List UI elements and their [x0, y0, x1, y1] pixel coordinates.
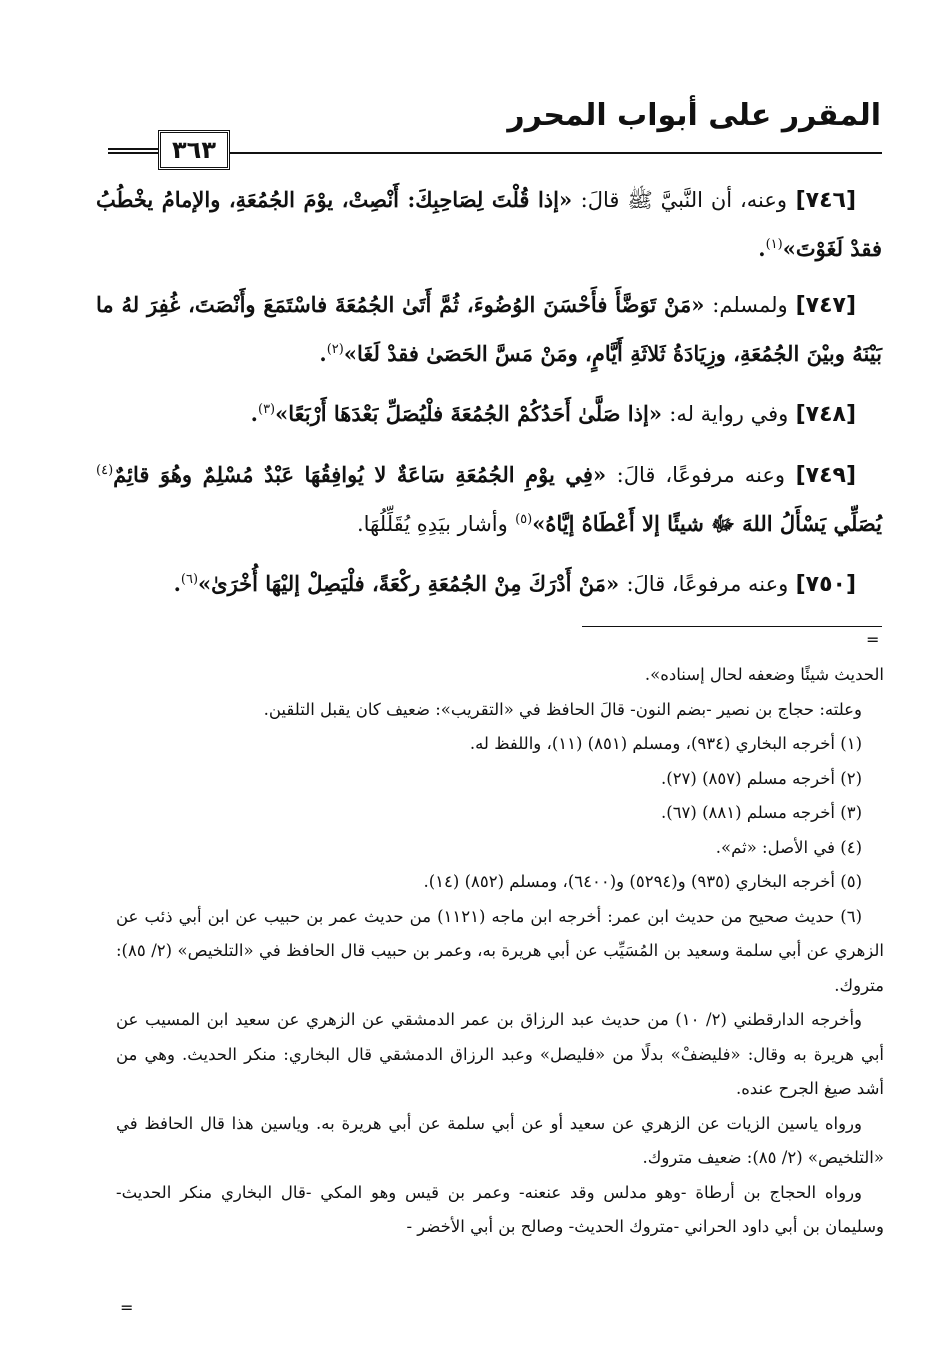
header-rule-left — [108, 148, 160, 150]
footnote-1: (١) أخرجه البخاري (٩٣٤)، ومسلم (٨٥١) (١١)، واللفظ له. — [469, 734, 862, 753]
footnote-separator — [582, 626, 882, 627]
footnote-ref[interactable]: (٤) — [96, 463, 114, 478]
footnote-4: (٤) في الأصل: «ثم». — [715, 837, 862, 857]
hadith-number: [٧٥٠] — [795, 572, 856, 597]
hadith-end: . — [319, 341, 327, 366]
hadith-text: «إذا قُلْتَ لِصَاحِبِكَ: أَنْصِتْ، يوْمَ الجُمُعَةِ، والإمامُ يخْطُبُ فقدْ لَغَوْتَ» — [96, 187, 882, 261]
hadith-end: . — [250, 401, 258, 426]
footnote-ref[interactable]: (١) — [765, 237, 783, 252]
main-text-body — [96, 178, 882, 619]
footnote-2: (٢) أخرجه مسلم (٨٥٧) (٢٧). — [661, 768, 862, 788]
hadith-748 — [96, 388, 882, 437]
hadith-number: [٧٤٨] — [795, 402, 856, 427]
footnote-line: وعلته: حجاج بن نصير -بضم النون- قالَ الحافظ في «التقريب»: ضعيف كان يقبل التلقين. — [263, 699, 862, 719]
hadith-number: [٧٤٩] — [795, 463, 857, 488]
footnote-ref[interactable]: (٥) — [515, 512, 533, 527]
footnote-6: (٦) حديث صحيح من حديث ابن عمر: أخرجه ابن ماجه (١١٢١) من حديث عمر بن حبيب عن ابن أبي ذئب عن الزهري عن أبي سلمة وسعيد بن المُسَيِّب عن أبي هريرة به، وعمر بن حبيب قال الحافظ في «التلخيص» (٢/ ٨٥): متروك. — [116, 906, 884, 995]
footnote-6-para-3: ورواه ياسين الزيات عن الزهري عن سعيد أو عن أبي سلمة عن أبي هريرة به. وياسين هذا قال الحافظ في «التلخيص» (٢/ ٨٥): ضعيف متروك. — [116, 1113, 884, 1167]
hadith-tail: وأشار بيَدِهِ يُقَلِّلُهَا. — [356, 512, 508, 536]
running-header-title: المقرر على أبواب المحرر — [507, 98, 881, 133]
hadith-number: [٧٤٧] — [795, 293, 856, 318]
hadith-749 — [96, 449, 882, 546]
hadith-747 — [96, 283, 882, 376]
hadith-end: . — [173, 571, 181, 596]
hadith-text: «مَنْ تَوَضَّأَ فأَحْسَنَ الوُضُوءَ، ثُمَّ أَتَىٰ الجُمُعَةَ فاسْتَمَعَ وأَنْصَتَ، غُفِرَ لهُ ما بَيْنَهُ وبيْنَ الجُمُعَةِ، وزِيَادَةُ ثَلاثَةِ أَيَّامٍ، ومَنْ مَسَّ الحَصَىٰ فقدْ لَغَا» — [96, 292, 882, 366]
continuation-mark-top: = — [866, 630, 880, 649]
footnote-5: (٥) أخرجه البخاري (٩٣٥) و(٥٢٩٤) و(٦٤٠٠)، ومسلم (٨٥٢) (١٤). — [423, 872, 862, 891]
footnote-line: الحديث شيئًا وضعفه لحال إسناده». — [644, 665, 884, 684]
hadith-text-cont: يُصَلِّي يَسْأَلُ اللهَ ﷻ شيئًا إلا أَعْطَاهُ إيَّاهُ» — [532, 511, 882, 536]
hadith-750 — [96, 558, 882, 607]
hadith-lead: وعنه مرفوعًا، قالَ: — [626, 572, 789, 596]
page-number: ٣٦٣ — [158, 130, 230, 170]
hadith-lead: وعنه، أن النَّبيَّ ﷺ قالَ: — [580, 188, 788, 212]
footnote-6-para-2: وأخرجه الدارقطني (٢/ ١٠) من حديث عبد الرزاق بن عمر الدمشقي عن الزهري عن سعيد ابن المسيب عن أبي هريرة به وقال: «فليضفْ» بدلًا من «فليصل» وعبد الرزاق الدمشقي قال البخاري: منكر الحديث. وهي من أشد صيغ الجرح عنده. — [116, 1010, 884, 1098]
hadith-lead: وعنه مرفوعًا، قالَ: — [616, 463, 786, 487]
hadith-text: «إذا صَلَّىٰ أَحَدُكُمْ الجُمُعَةَ فلْيُصَلِّ بَعْدَهَا أَرْبَعًا» — [275, 401, 662, 426]
footnote-ref[interactable]: (٣) — [257, 402, 276, 417]
hadith-text: «فِي يوْمِ الجُمُعَةِ سَاعَةٌ لا يُوافِقُهَا عَبْدٌ مُسْلِمٌ وهُوَ قائِمٌ — [113, 462, 607, 487]
footnotes — [116, 658, 884, 1245]
hadith-746 — [96, 178, 882, 271]
hadith-number: [٧٤٦] — [795, 188, 857, 213]
continuation-mark-bottom: = — [120, 1298, 134, 1317]
footnote-3: (٣) أخرجه مسلم (٨٨١) (٦٧). — [661, 803, 862, 822]
hadith-lead: ولمسلم: — [712, 293, 788, 317]
footnote-6-para-4: ورواه الحجاج بن أرطاة -وهو مدلس وقد عنعنه- وعمر بن قيس وهو المكي -قال البخاري منكر الحديث- وسليمان بن أبي داود الحراني -متروك الحديث- وصالح بن أبي الأخضر - — [116, 1182, 884, 1236]
hadith-lead: وفي رواية له: — [669, 402, 789, 426]
footnote-ref[interactable]: (٦) — [180, 572, 199, 587]
hadith-end: . — [758, 236, 766, 261]
footnote-ref[interactable]: (٢) — [326, 342, 344, 357]
hadith-text: «مَنْ أَدْرَكَ مِنْ الجُمُعَةِ ركْعَةً، فلْيَصِلْ إليْهَا أُخْرَىٰ» — [198, 571, 620, 596]
